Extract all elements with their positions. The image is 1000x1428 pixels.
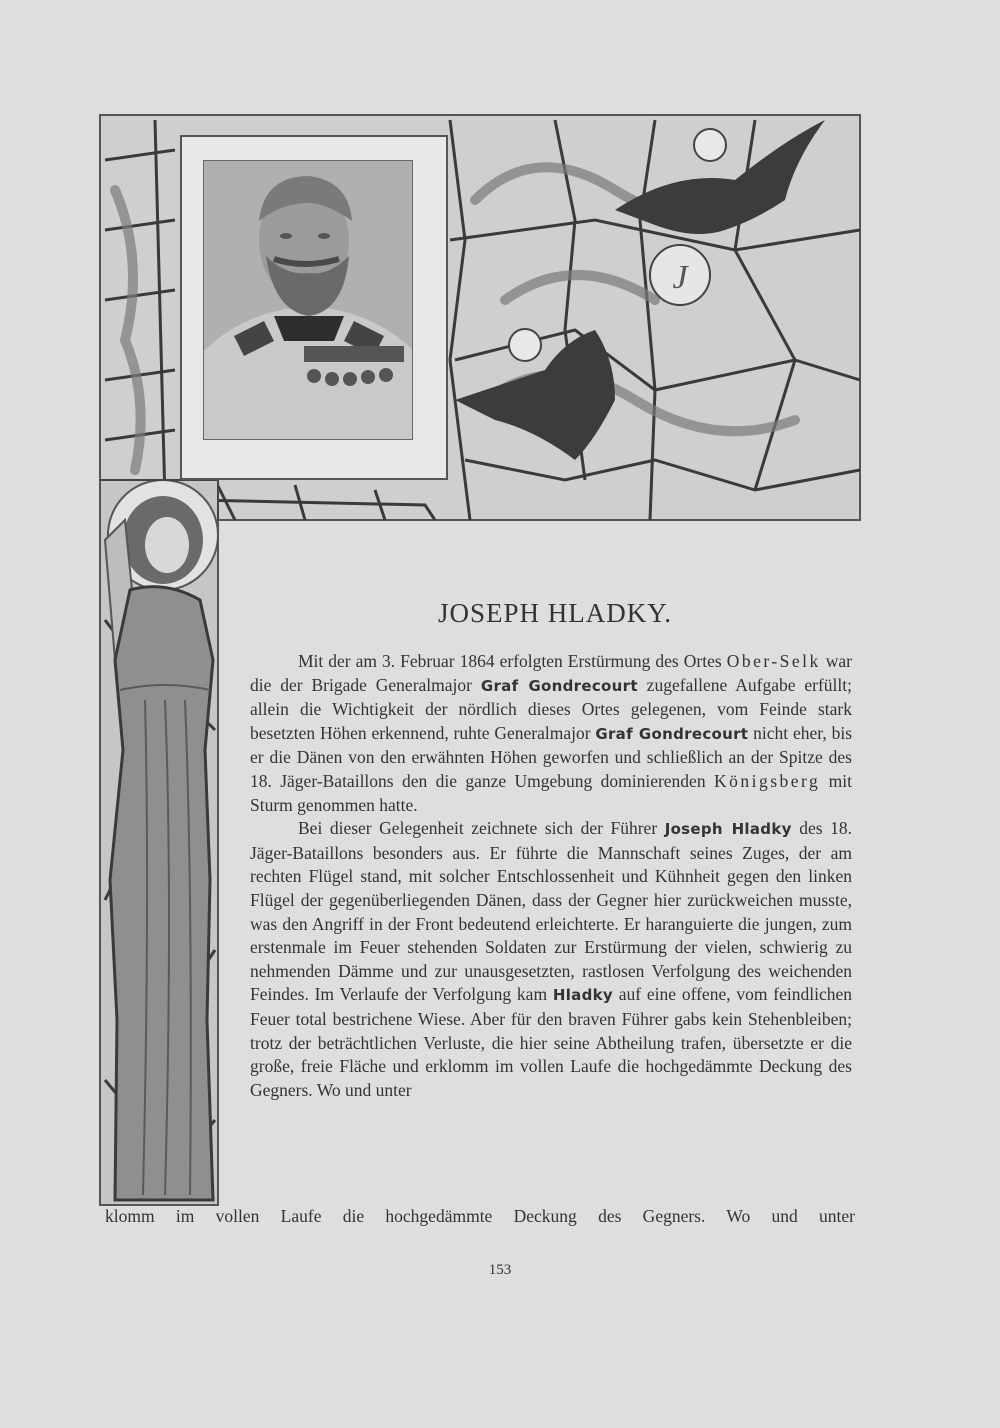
text-span: war die der Brigade Generalmajor [250, 651, 853, 695]
portrait-photo [203, 160, 413, 440]
text-span: Mit der am 3. Februar 1864 erfolgten Erstürmung des Ortes [298, 651, 722, 671]
text-span: zugefallene Aufgabe erfüllt; allein die Wichtigkeit der nördlich dieses Ortes gelegenen, vom Feinde stark besetzten Höhen erkennend, ruhte Generalmajor [250, 674, 852, 743]
page-title: JOSEPH HLADKY. [437, 598, 673, 628]
text-span: nicht eher, bis er die Dänen von den erwähnten Höhen geworfen und schließlich an der Spitze des 18. Jäger-Bataillons den die ganze Umgebung dominierenden [250, 722, 853, 791]
article-body [250, 650, 852, 1102]
portrait-image [204, 161, 413, 440]
bold-name-hladky: Joseph Hladky [664, 820, 792, 839]
paragraph-2 [250, 817, 852, 1102]
text-span: des 18. Jäger-Bataillons besonders aus. Er führte die Mannschaft seines Zuges, der am rechten Flügel stand, mit solcher Entschlossenheit und Kühnheit gegen den linken Flügel der gegenüberliegenden Dänen, dass der Gegner hier zurückweichen musste, was den Angriff in der Front bedeutend erleichterte. Er haranguierte die jungen, zum erstenmale im Feuer stehenden Soldaten zur Erstürmung der vielen, schwierig zu nehmenden Dämme und zur unausgesetzten, rastlosen Verfolgung des weichenden Feindes. Im Verlaufe der Verfolgung kam [250, 818, 852, 1005]
text-span: auf eine offene, vom feindlichen Feuer total bestrichene Wiese. Aber für den braven Führer gabs kein Stehenbleiben; trotz der beträchtlichen Verluste, die hier seine Abtheilung trafen, übersetzte er die große, freie Fläche und erklomm im vollen Laufe die hochgedämmte Deckung des Gegners. Wo und unter [250, 984, 852, 1100]
paragraph-1 [250, 650, 852, 817]
spaced-name-koenigsberg: Königsberg [713, 770, 821, 791]
spaced-name-ober-selk: Ober-Selk [726, 651, 821, 671]
bold-name-gondrecourt: Graf Gondrecourt [480, 676, 638, 695]
page-number: 153 [488, 1262, 512, 1278]
last-line: klomm im vollen Laufe die hochgedämmte Deckung des Gegners. Wo und unter [105, 1206, 855, 1226]
bold-name-hladky-2: Hladky [552, 986, 613, 1005]
svg-text:J: J [672, 259, 688, 296]
bold-name-gondrecourt-2: Graf Gondrecourt [595, 724, 749, 743]
text-span: Bei dieser Gelegenheit zeichnete sich der Führer [298, 818, 665, 839]
text-span: mit Sturm genommen hatte. [250, 770, 852, 815]
